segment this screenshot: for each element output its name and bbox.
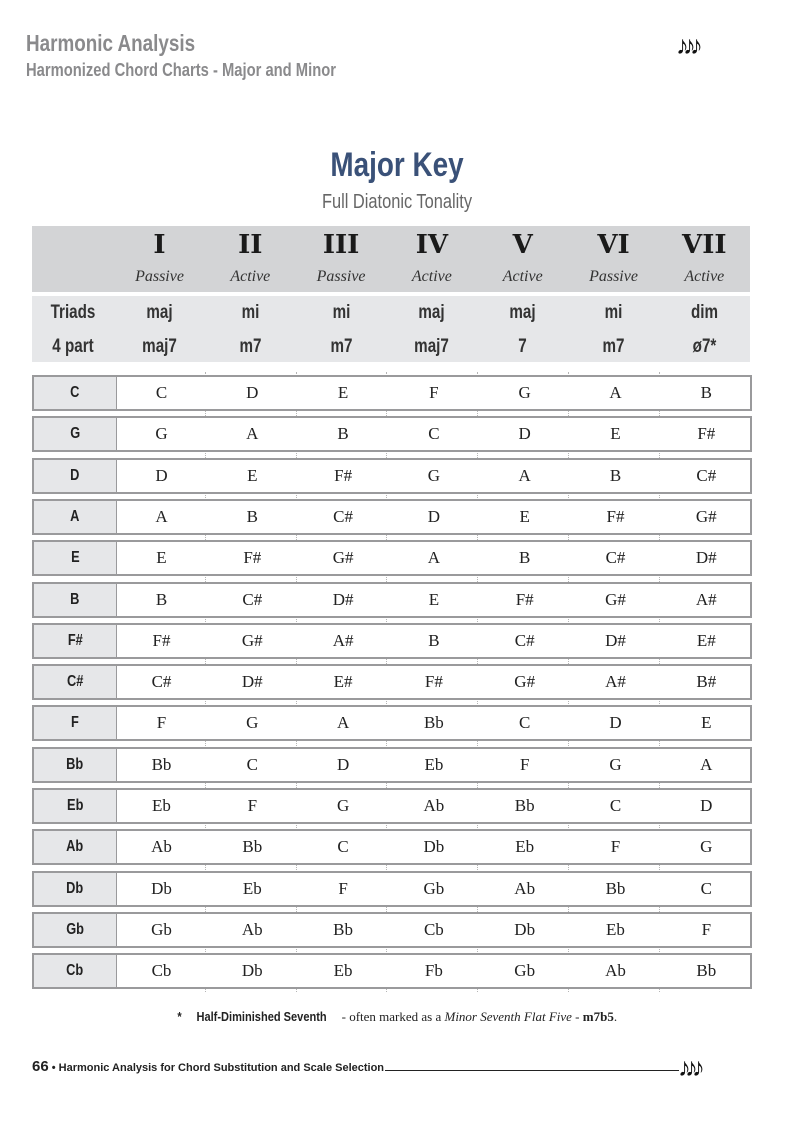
- chord-root-cell: B: [155, 589, 168, 609]
- degree-numeral: III: [322, 230, 360, 260]
- chord-root-cell: G: [609, 754, 622, 774]
- degree-function: Active: [684, 268, 725, 285]
- chord-root-cell: F: [338, 878, 348, 898]
- chord-root-cell: G: [336, 796, 350, 815]
- chord-root-cell: B: [609, 465, 622, 485]
- key-label: Cb: [34, 955, 117, 987]
- chord-root-cell: G: [155, 424, 168, 444]
- table-row: [32, 416, 752, 452]
- chord-root-cell: C: [337, 837, 349, 857]
- chord-root-cell: F#: [697, 424, 716, 444]
- chord-root-cell: C#: [514, 630, 535, 650]
- chord-root-cell: Cb: [423, 919, 444, 939]
- chord-root-cell: C: [519, 713, 531, 733]
- chord-root-cell: Ab: [241, 919, 263, 939]
- page-number: 66: [32, 1058, 49, 1075]
- music-notes-icon: ♪♪♪: [676, 30, 697, 60]
- footnote-term: Half-Diminished Seventh: [196, 1009, 327, 1024]
- chord-root-cell: A#: [605, 672, 626, 692]
- triad-quality: mi: [241, 302, 260, 323]
- chord-root-cell: A: [336, 713, 350, 733]
- chord-root-cell: B: [246, 506, 258, 526]
- chord-root-cell: A: [609, 383, 622, 402]
- key-label: C#: [34, 666, 117, 698]
- chord-root-cell: Db: [423, 837, 445, 857]
- key-label: E: [34, 542, 117, 574]
- chord-root-cell: G#: [241, 630, 263, 650]
- chord-root-cell: C#: [605, 548, 626, 568]
- chord-root-cell: G: [246, 713, 259, 733]
- chord-root-cell: Cb: [151, 961, 172, 981]
- chord-root-cell: Bb: [605, 878, 626, 898]
- four-part-quality: maj7: [414, 336, 450, 357]
- triads-label: Triads: [50, 302, 96, 323]
- triad-quality: dim: [690, 302, 718, 323]
- chord-root-cell: D: [518, 424, 531, 444]
- chord-root-cell: C: [700, 878, 712, 898]
- chord-root-cell: A: [427, 548, 441, 568]
- chord-root-cell: G: [700, 837, 713, 857]
- four-part-quality: m7: [239, 336, 262, 357]
- chord-root-cell: F#: [606, 506, 625, 526]
- chord-root-cell: E: [519, 506, 530, 526]
- chord-root-cell: E: [428, 589, 440, 609]
- table-row: [32, 788, 752, 824]
- chord-root-cell: G#: [514, 672, 536, 692]
- page-footer: 66 • Harmonic Analysis for Chord Substitution and Scale Selection: [32, 1058, 385, 1075]
- chord-root-cell: C#: [242, 589, 263, 609]
- chord-root-cell: F#: [152, 630, 171, 650]
- degree-function: Passive: [135, 268, 184, 285]
- chord-root-cell: Ab: [151, 837, 172, 857]
- chord-root-cell: D#: [332, 589, 354, 609]
- chord-root-cell: G#: [605, 589, 626, 609]
- chord-root-cell: E#: [696, 630, 716, 650]
- key-label: Bb: [34, 749, 117, 781]
- degree-function: Active: [411, 268, 452, 285]
- four-part-label: 4 part: [52, 336, 94, 357]
- chord-root-cell: A#: [695, 589, 717, 609]
- degree-function: Passive: [589, 268, 638, 285]
- chord-root-cell: C#: [696, 465, 717, 485]
- key-label: F: [34, 707, 117, 739]
- chord-root-cell: A: [155, 506, 168, 526]
- four-part-quality: ø7*: [692, 336, 717, 357]
- chord-root-cell: D: [700, 796, 713, 815]
- chord-root-cell: F: [610, 837, 621, 857]
- chord-root-cell: F#: [334, 465, 353, 485]
- table-row: [32, 540, 752, 576]
- chord-root-cell: B#: [696, 672, 717, 692]
- degree-function: Active: [502, 268, 543, 285]
- degree-function: Passive: [316, 268, 366, 285]
- degree-function: Active: [230, 268, 271, 285]
- chord-root-cell: F: [519, 754, 530, 774]
- degree-numeral: VII: [682, 230, 727, 260]
- degree-numeral: VI: [597, 230, 630, 260]
- chord-root-cell: C: [246, 754, 258, 774]
- chord-root-cell: D#: [241, 672, 263, 692]
- key-label: Db: [34, 873, 117, 905]
- chord-root-cell: Eb: [424, 754, 444, 774]
- chord-root-cell: C: [155, 383, 168, 402]
- chord-root-cell: G: [518, 383, 531, 402]
- section-title: Major Key: [330, 146, 464, 184]
- chord-root-cell: G#: [332, 548, 354, 568]
- chord-root-cell: C: [609, 796, 622, 815]
- music-notes-icon: ♪♪♪: [678, 1052, 699, 1082]
- chord-root-cell: Bb: [696, 961, 717, 981]
- triad-quality: maj: [509, 302, 536, 323]
- footer-rule: [385, 1070, 679, 1071]
- chord-root-cell: F: [156, 713, 167, 733]
- chord-root-cell: Db: [151, 878, 172, 898]
- key-label: B: [34, 584, 117, 616]
- key-label: F#: [34, 625, 117, 657]
- chord-root-cell: Ab: [514, 878, 536, 898]
- key-label: Gb: [34, 914, 117, 946]
- degree-numeral: IV: [415, 230, 449, 260]
- four-part-quality: m7: [602, 336, 625, 357]
- degree-numeral: I: [153, 230, 166, 260]
- chord-root-cell: Gb: [151, 919, 172, 939]
- chord-root-cell: A: [518, 465, 531, 485]
- table-row: [32, 582, 752, 618]
- triad-quality: mi: [604, 302, 623, 323]
- table-row: [32, 747, 752, 783]
- chord-root-cell: E: [701, 713, 712, 733]
- quality-header-band: [32, 296, 750, 362]
- degree-numeral: V: [512, 230, 533, 260]
- chord-root-cell: G: [427, 465, 441, 485]
- section-subtitle: Full Diatonic Tonality: [321, 191, 473, 213]
- chord-root-cell: Ab: [605, 961, 626, 981]
- chord-root-cell: E: [337, 383, 349, 402]
- chord-root-cell: Gb: [514, 961, 536, 981]
- four-part-quality: 7: [518, 336, 527, 357]
- chord-root-cell: E: [610, 424, 621, 444]
- chord-root-cell: A#: [332, 630, 354, 650]
- chord-root-cell: D: [427, 506, 441, 526]
- chord-root-cell: Eb: [242, 878, 262, 898]
- key-label: D: [34, 460, 117, 492]
- chord-root-cell: A: [700, 754, 713, 774]
- key-label: Eb: [34, 790, 117, 822]
- table-row: [32, 623, 752, 659]
- chord-root-cell: E#: [333, 672, 353, 692]
- chord-root-cell: F: [247, 796, 258, 815]
- chord-root-cell: F#: [243, 548, 262, 568]
- triad-quality: maj: [146, 302, 173, 323]
- chord-root-cell: A: [246, 424, 259, 444]
- chord-root-cell: D: [609, 713, 622, 733]
- chord-root-cell: Bb: [514, 796, 535, 815]
- table-row: [32, 829, 752, 865]
- header-title: Harmonic Analysis: [26, 30, 196, 56]
- four-part-quality: m7: [330, 336, 353, 357]
- chord-root-cell: Db: [241, 961, 263, 981]
- chord-root-cell: Ab: [423, 796, 445, 815]
- table-row: [32, 705, 752, 741]
- triad-quality: mi: [332, 302, 350, 323]
- four-part-quality: maj7: [142, 336, 177, 357]
- chord-root-cell: Bb: [151, 754, 172, 774]
- book-title: Harmonic Analysis for Chord Substitution and Scale Selection: [58, 1062, 385, 1074]
- chord-root-cell: E: [247, 465, 258, 485]
- table-row: [32, 664, 752, 700]
- key-label: C: [34, 377, 117, 409]
- chord-root-cell: D: [155, 465, 168, 485]
- table-row: [32, 912, 752, 948]
- chord-root-cell: F: [701, 919, 712, 939]
- key-label: G: [34, 418, 117, 450]
- chord-root-cell: Eb: [515, 837, 535, 857]
- chord-root-cell: Eb: [606, 919, 625, 939]
- chord-root-cell: G#: [695, 506, 717, 526]
- chord-root-cell: D#: [695, 548, 717, 568]
- chord-root-cell: C#: [333, 506, 354, 526]
- chord-root-cell: B: [519, 548, 531, 568]
- degree-numeral: II: [238, 230, 263, 260]
- degree-header-band: [32, 226, 750, 292]
- header-subtitle: Harmonized Chord Charts - Major and Minor: [26, 60, 336, 80]
- key-label: Ab: [34, 831, 117, 863]
- chord-root-cell: B: [337, 424, 349, 444]
- chord-root-cell: F#: [515, 589, 534, 609]
- chord-root-cell: Bb: [242, 837, 263, 857]
- chord-root-cell: D#: [605, 630, 626, 650]
- footnote: * Half-Diminished Seventh - often marked as a Minor Seventh Flat Five - m7b5.: [177, 1009, 618, 1024]
- chord-root-cell: Db: [514, 919, 536, 939]
- chord-root-cell: C: [428, 424, 440, 444]
- chord-root-cell: Bb: [423, 713, 444, 733]
- chord-root-cell: Eb: [152, 796, 171, 815]
- chord-root-cell: F#: [424, 672, 443, 692]
- chord-root-cell: B: [700, 383, 712, 402]
- chord-root-cell: Gb: [423, 878, 445, 898]
- chord-root-cell: E: [156, 548, 167, 568]
- chord-root-cell: C#: [151, 672, 172, 692]
- triad-quality: maj: [418, 302, 445, 323]
- table-row: [32, 499, 752, 535]
- chord-root-cell: Eb: [333, 961, 353, 981]
- chord-root-cell: Bb: [333, 919, 354, 939]
- chord-root-cell: Fb: [424, 961, 443, 981]
- chord-root-cell: B: [428, 630, 440, 650]
- key-label: A: [34, 501, 117, 533]
- table-row: [32, 375, 752, 411]
- chord-root-cell: F: [429, 383, 439, 402]
- table-row: [32, 871, 752, 907]
- chord-root-cell: D: [246, 383, 259, 402]
- table-row: [32, 953, 752, 989]
- chord-root-cell: D: [336, 754, 350, 774]
- table-row: [32, 458, 752, 494]
